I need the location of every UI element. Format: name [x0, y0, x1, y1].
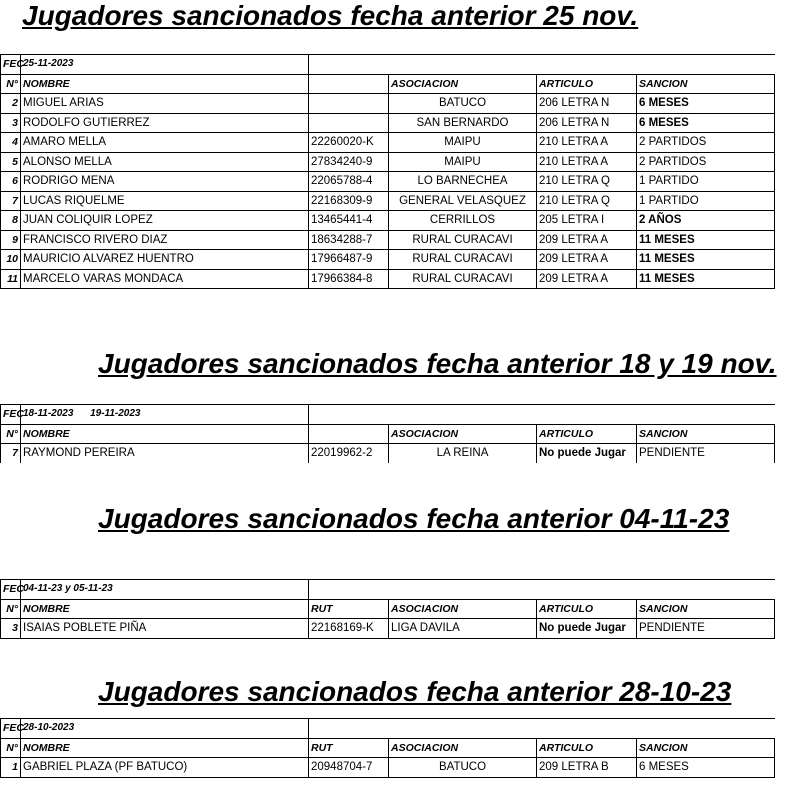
- fec-value: 04-11-23 y 05-11-23: [21, 580, 309, 600]
- row-nombre: AMARO MELLA: [21, 133, 309, 153]
- row-articulo: No puede Jugar: [537, 444, 637, 463]
- row-num: 3: [1, 619, 21, 639]
- row-sancion: 11 MESES: [637, 250, 775, 270]
- row-sancion: PENDIENTE: [637, 619, 775, 639]
- row-sancion: 2 PARTIDOS: [637, 133, 775, 153]
- row-rut: 17966487-9: [309, 250, 389, 270]
- row-nombre: RODRIGO MENA: [21, 172, 309, 192]
- row-asociacion: LA REINA: [389, 444, 537, 463]
- blank-cell: [309, 405, 775, 425]
- header-row: [1, 424, 775, 444]
- table-row: [1, 269, 775, 289]
- row-nombre: RAYMOND PEREIRA: [21, 444, 309, 463]
- row-rut: 27834240-9: [309, 152, 389, 172]
- row-nombre: FRANCISCO RIVERO DIAZ: [21, 230, 309, 250]
- fec-row: [1, 580, 775, 600]
- row-rut: 22019962-2: [309, 444, 389, 463]
- header-nombre: NOMBRE: [21, 424, 309, 444]
- header-num: N°: [1, 74, 21, 94]
- table-row: [1, 191, 775, 211]
- table-row: [1, 250, 775, 270]
- sanctions-table: [0, 718, 775, 778]
- table-row: [1, 758, 775, 778]
- row-num: 1: [1, 758, 21, 778]
- fec-row: [1, 405, 775, 425]
- sanctions-table: [0, 579, 775, 639]
- fec-value: 25-11-2023: [21, 55, 309, 75]
- fec-label: FEC: [1, 55, 21, 75]
- header-row: [1, 599, 775, 619]
- header-num: N°: [1, 599, 21, 619]
- row-num: 7: [1, 444, 21, 463]
- row-num: 6: [1, 172, 21, 192]
- row-sancion: 1 PARTIDO: [637, 191, 775, 211]
- header-asociacion: ASOCIACION: [389, 74, 537, 94]
- fec-row: [1, 719, 775, 739]
- fec-label: FEC: [1, 719, 21, 739]
- row-asociacion: RURAL CURACAVI: [389, 230, 537, 250]
- row-articulo: 205 LETRA I: [537, 211, 637, 231]
- row-asociacion: MAIPU: [389, 152, 537, 172]
- header-asociacion: ASOCIACION: [389, 424, 537, 444]
- table-row: [1, 619, 775, 639]
- row-rut: 13465441-4: [309, 211, 389, 231]
- row-asociacion: RURAL CURACAVI: [389, 269, 537, 289]
- row-articulo: 209 LETRA B: [537, 758, 637, 778]
- row-rut: [309, 113, 389, 133]
- header-asociacion: ASOCIACION: [389, 599, 537, 619]
- row-asociacion: LIGA DAVILA: [389, 619, 537, 639]
- row-articulo: 209 LETRA A: [537, 230, 637, 250]
- blank-cell: [309, 55, 775, 75]
- row-sancion: PENDIENTE: [637, 444, 775, 463]
- header-row: [1, 74, 775, 94]
- row-sancion: 11 MESES: [637, 269, 775, 289]
- sanctions-table: [0, 54, 775, 289]
- header-rut: [309, 424, 389, 444]
- section-title: Jugadores sancionados fecha anterior 18 y 19 nov.: [98, 348, 777, 379]
- row-rut: 22168169-K: [309, 619, 389, 639]
- row-num: 8: [1, 211, 21, 231]
- row-num: 5: [1, 152, 21, 172]
- table-row: [1, 152, 775, 172]
- header-sancion: SANCION: [637, 74, 775, 94]
- row-articulo: 210 LETRA A: [537, 152, 637, 172]
- table-row: [1, 94, 775, 114]
- row-nombre: LUCAS RIQUELME: [21, 191, 309, 211]
- row-num: 3: [1, 113, 21, 133]
- row-asociacion: RURAL CURACAVI: [389, 250, 537, 270]
- row-rut: 18634288-7: [309, 230, 389, 250]
- header-sancion: SANCION: [637, 599, 775, 619]
- row-num: 7: [1, 191, 21, 211]
- row-asociacion: MAIPU: [389, 133, 537, 153]
- row-articulo: 210 LETRA A: [537, 133, 637, 153]
- row-nombre: JUAN COLIQUIR LOPEZ: [21, 211, 309, 231]
- row-asociacion: GENERAL VELASQUEZ: [389, 191, 537, 211]
- row-nombre: MARCELO VARAS MONDACA: [21, 269, 309, 289]
- header-nombre: NOMBRE: [21, 738, 309, 758]
- header-rut: RUT: [309, 738, 389, 758]
- table-row: [1, 211, 775, 231]
- header-nombre: NOMBRE: [21, 74, 309, 94]
- row-num: 4: [1, 133, 21, 153]
- row-num: 10: [1, 250, 21, 270]
- row-rut: [309, 94, 389, 114]
- row-sancion: 6 MESES: [637, 113, 775, 133]
- header-num: N°: [1, 424, 21, 444]
- row-num: 2: [1, 94, 21, 114]
- row-rut: 22168309-9: [309, 191, 389, 211]
- section-title: Jugadores sancionados fecha anterior 28-10-23: [98, 676, 732, 707]
- header-sancion: SANCION: [637, 738, 775, 758]
- row-nombre: MIGUEL ARIAS: [21, 94, 309, 114]
- row-sancion: 11 MESES: [637, 230, 775, 250]
- row-rut: 17966384-8: [309, 269, 389, 289]
- table-row: [1, 113, 775, 133]
- row-articulo: 210 LETRA Q: [537, 191, 637, 211]
- header-nombre: NOMBRE: [21, 599, 309, 619]
- row-sancion: 6 MESES: [637, 758, 775, 778]
- row-articulo: No puede Jugar: [537, 619, 637, 639]
- table-row: [1, 133, 775, 153]
- section-title: Jugadores sancionados fecha anterior 25 nov.: [22, 0, 639, 31]
- row-asociacion: BATUCO: [389, 758, 537, 778]
- header-articulo: ARTICULO: [537, 74, 637, 94]
- row-rut: 22065788-4: [309, 172, 389, 192]
- row-nombre: RODOLFO GUTIERREZ: [21, 113, 309, 133]
- sanctions-table: [0, 404, 775, 463]
- row-sancion: 6 MESES: [637, 94, 775, 114]
- row-sancion: 2 AÑOS: [637, 211, 775, 231]
- fec-label: FEC: [1, 580, 21, 600]
- row-asociacion: BATUCO: [389, 94, 537, 114]
- blank-cell: [309, 719, 775, 739]
- row-articulo: 206 LETRA N: [537, 94, 637, 114]
- header-rut: RUT: [309, 599, 389, 619]
- section-title: Jugadores sancionados fecha anterior 04-11-23: [98, 503, 730, 534]
- row-sancion: 2 PARTIDOS: [637, 152, 775, 172]
- row-articulo: 209 LETRA A: [537, 250, 637, 270]
- row-rut: 22260020-K: [309, 133, 389, 153]
- table-row: [1, 230, 775, 250]
- header-articulo: ARTICULO: [537, 424, 637, 444]
- blank-cell: [309, 580, 775, 600]
- table-row: [1, 444, 775, 463]
- row-articulo: 209 LETRA A: [537, 269, 637, 289]
- fec-label: FEC: [1, 405, 21, 425]
- row-num: 11: [1, 269, 21, 289]
- header-row: [1, 738, 775, 758]
- header-asociacion: ASOCIACION: [389, 738, 537, 758]
- row-nombre: ISAIAS POBLETE PIÑA: [21, 619, 309, 639]
- row-articulo: 210 LETRA Q: [537, 172, 637, 192]
- row-sancion: 1 PARTIDO: [637, 172, 775, 192]
- header-num: N°: [1, 738, 21, 758]
- header-articulo: ARTICULO: [537, 599, 637, 619]
- table-row: [1, 172, 775, 192]
- row-asociacion: CERRILLOS: [389, 211, 537, 231]
- fec-row: [1, 55, 775, 75]
- row-num: 9: [1, 230, 21, 250]
- header-rut: [309, 74, 389, 94]
- fec-value: 28-10-2023: [21, 719, 309, 739]
- row-nombre: GABRIEL PLAZA (PF BATUCO): [21, 758, 309, 778]
- row-asociacion: SAN BERNARDO: [389, 113, 537, 133]
- row-asociacion: LO BARNECHEA: [389, 172, 537, 192]
- header-articulo: ARTICULO: [537, 738, 637, 758]
- fec-value: 18-11-2023 19-11-2023: [21, 405, 309, 425]
- row-articulo: 206 LETRA N: [537, 113, 637, 133]
- row-nombre: MAURICIO ALVAREZ HUENTRO: [21, 250, 309, 270]
- row-rut: 20948704-7: [309, 758, 389, 778]
- header-sancion: SANCION: [637, 424, 775, 444]
- row-nombre: ALONSO MELLA: [21, 152, 309, 172]
